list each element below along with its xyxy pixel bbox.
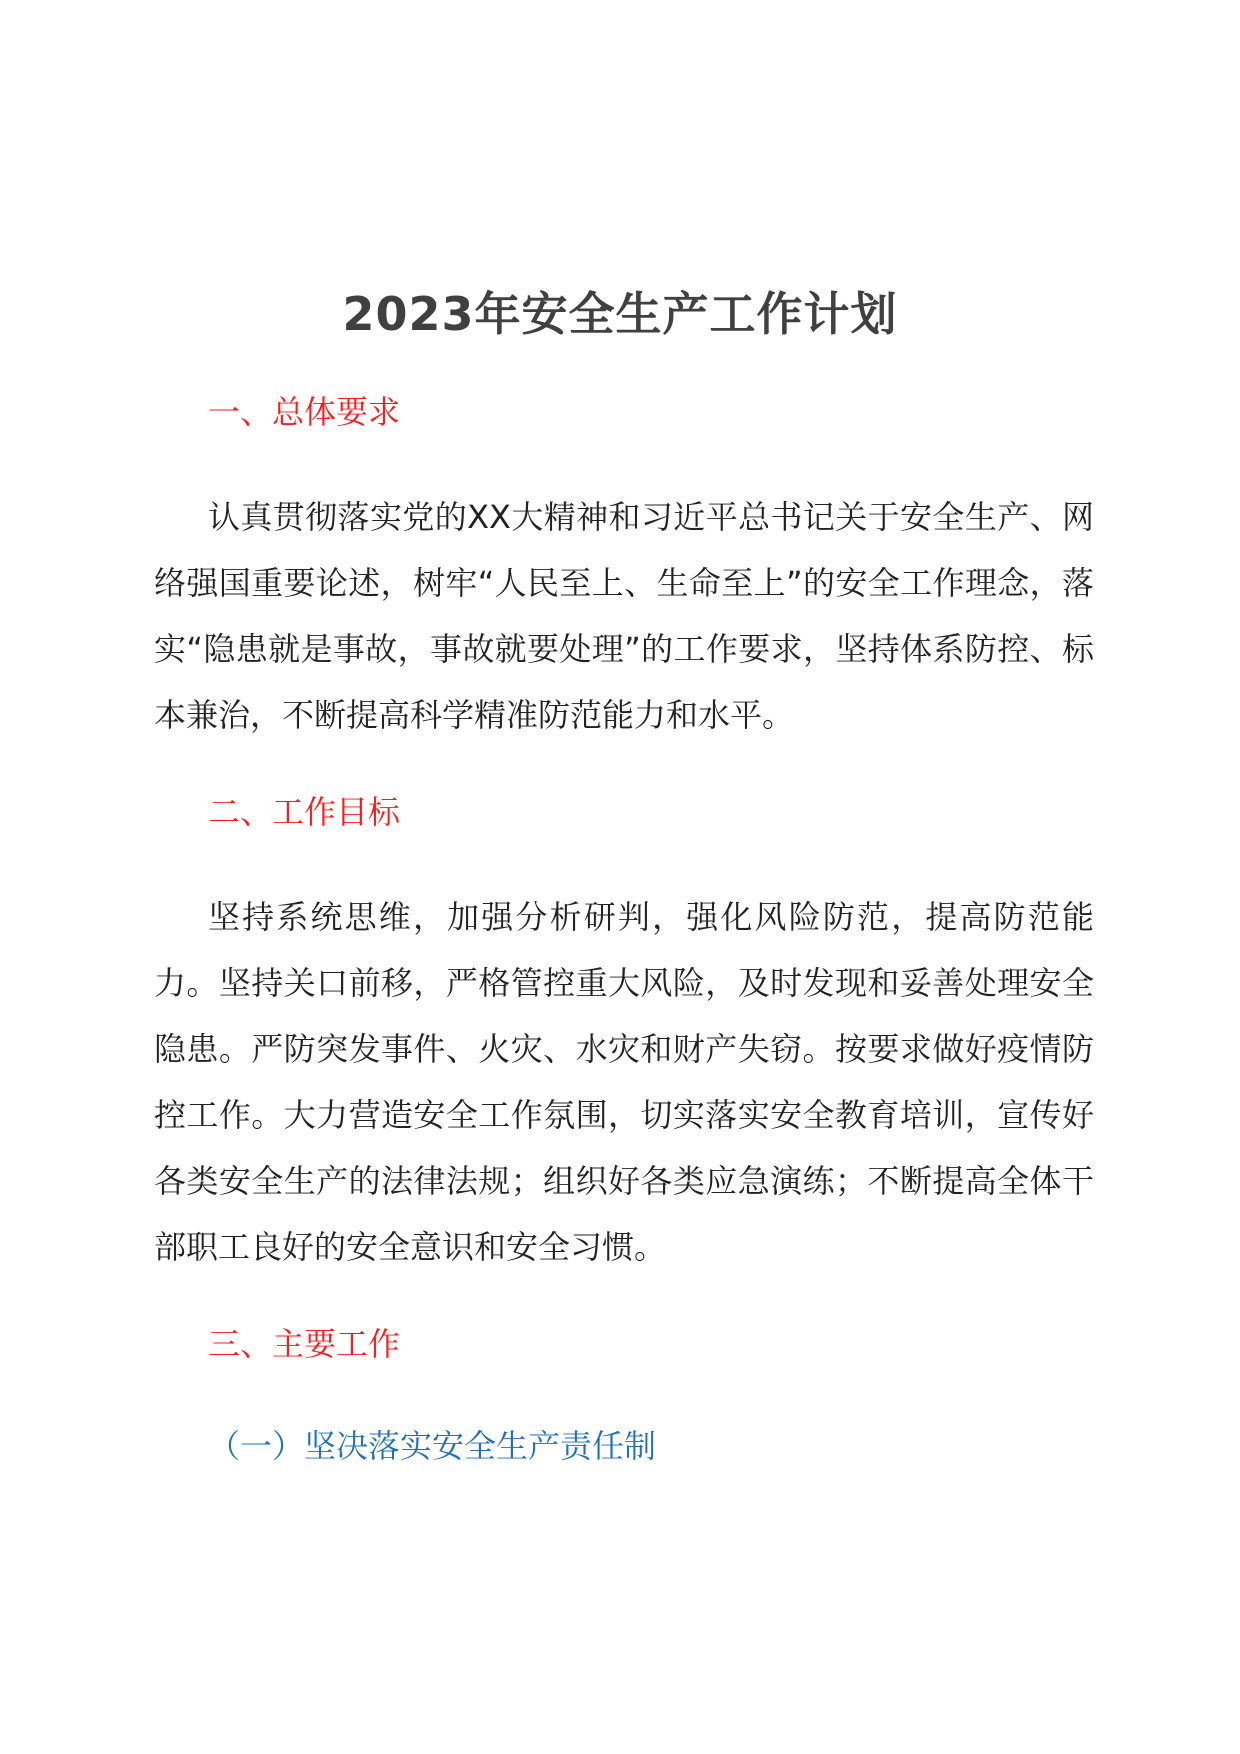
subsection-heading-responsibility: （一）坚决落实安全生产责任制 [208,1427,657,1465]
section-body-work-goals: 坚持系统思维，加强分析研判，强化风险防范，提高防范能力。坚持关口前移，严格管控重大风险，及时发现和妥善处理安全隐患。严防突发事件、火灾、水灾和财产失窃。按要求做好疫情防控工作。大力营造安全工作氛围，切实落实安全教育培训，宣传好各类安全生产的法律法规；组织好各类应急演练；不断提高全体干部职工良好的安全意识和安全习惯。 [154,898,1094,1266]
section-body-general-requirements: 认真贯彻落实党的XX大精神和习近平总书记关于安全生产、网络强国重要论述，树牢“人民至上、生命至上”的安全工作理念，落实“隐患就是事故，事故就要处理”的工作要求，坚持体系防控、标本兼治，不断提高科学精准防范能力和水平。 [154,498,1094,734]
section-heading-main-work: 三、主要工作 [208,1325,401,1363]
section-heading-general-requirements: 一、总体要求 [208,393,401,431]
section-heading-work-goals: 二、工作目标 [208,793,401,831]
document-title: 2023年安全生产工作计划 [342,287,898,341]
